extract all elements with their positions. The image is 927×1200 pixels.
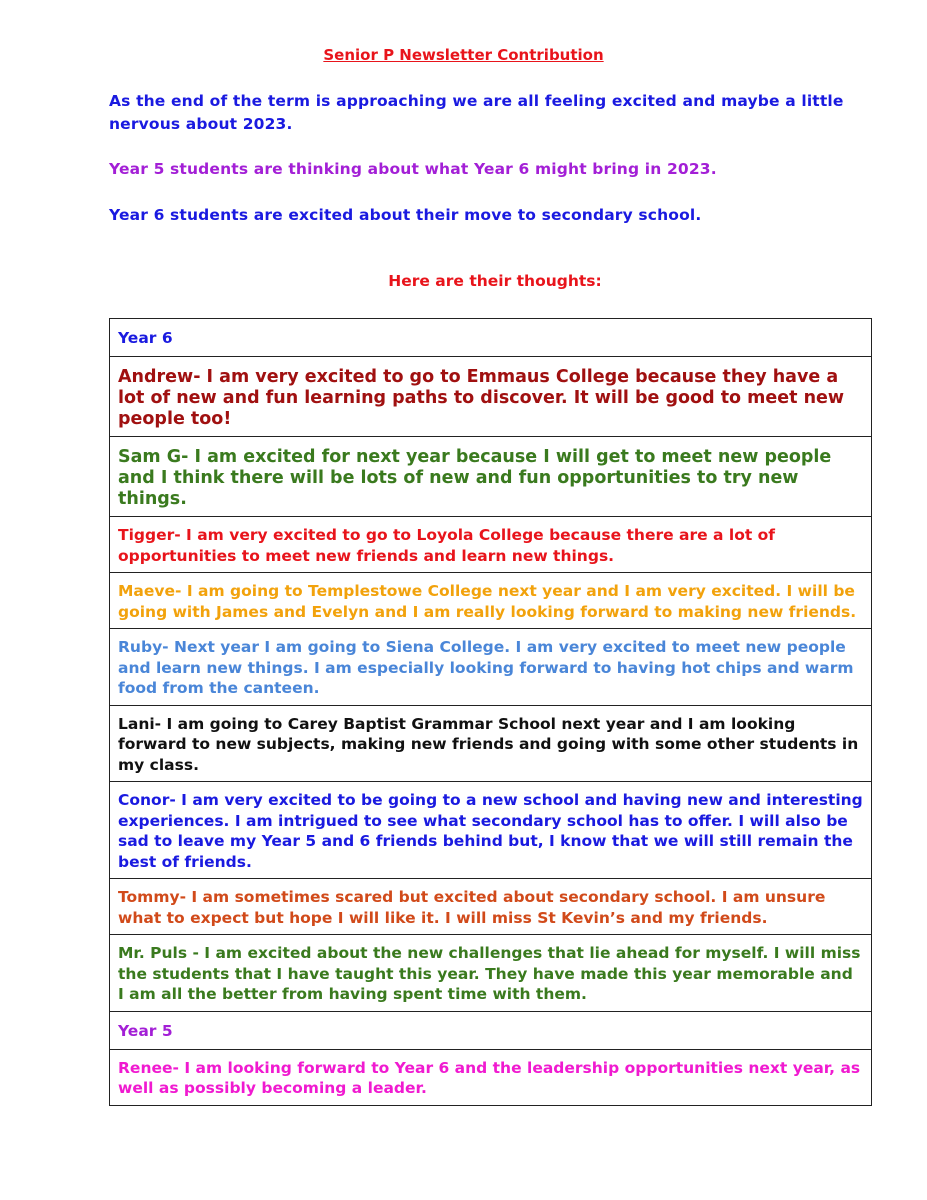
student-comment: Andrew- I am very excited to go to Emmaus College because they have a lot of new and fun learning paths to discover. It will be good to meet new people too! [110, 357, 871, 437]
student-comment: Maeve- I am going to Templestowe College next year and I am very excited. I will be going with James and Evelyn and I am really looking forward to making new friends. [110, 573, 871, 629]
thoughts-subheading: Here are their thoughts: [388, 272, 602, 290]
student-comment: Ruby- Next year I am going to Siena College. I am very excited to meet new people and learn new things. I am especially looking forward to having hot chips and warm food from the canteen. [110, 629, 871, 706]
intro-paragraph-term: As the end of the term is approaching we are all feeling excited and maybe a little nervous about 2023. [109, 92, 844, 133]
student-comment: Tommy- I am sometimes scared but excited about secondary school. I am unsure what to expect but hope I will like it. I will miss St Kevin’s and my friends. [110, 879, 871, 935]
student-comment: Renee- I am looking forward to Year 6 and the leadership opportunities next year, as well as possibly becoming a leader. [118, 1058, 861, 1097]
newsletter-title: Senior P Newsletter Contribution [323, 46, 604, 64]
student-comment: Tigger- I am very excited to go to Loyola College because there are a lot of opportunities to meet new friends and learn new things. [110, 517, 871, 573]
intro-paragraph-year5: Year 5 students are thinking about what Year 6 might bring in 2023. [109, 160, 717, 178]
student-comment: Conor- I am very excited to be going to a new school and having new and interesting experiences. I am intrigued to see what secondary school has to offer. I will also be sad to leave my Year 5 and 6 friends behind but, I know that we will still remain the best of friends. [110, 782, 871, 879]
student-comment: Sam G- I am excited for next year because I will get to meet new people and I think there will be lots of new and fun opportunities to try new things. [110, 437, 871, 517]
thoughts-table [109, 318, 872, 1106]
student-comment: Lani- I am going to Carey Baptist Grammar School next year and I am looking forward to new subjects, making new friends and going with some other students in my class. [110, 706, 871, 783]
intro-paragraph-year6: Year 6 students are excited about their move to secondary school. [109, 206, 702, 224]
section-header: Year 6 [110, 319, 871, 357]
section-header: Year 5 [110, 1012, 871, 1050]
student-comment: Mr. Puls - I am excited about the new challenges that lie ahead for myself. I will miss the students that I have taught this year. They have made this year memorable and I am all the better from having spent time with them. [110, 935, 871, 1012]
